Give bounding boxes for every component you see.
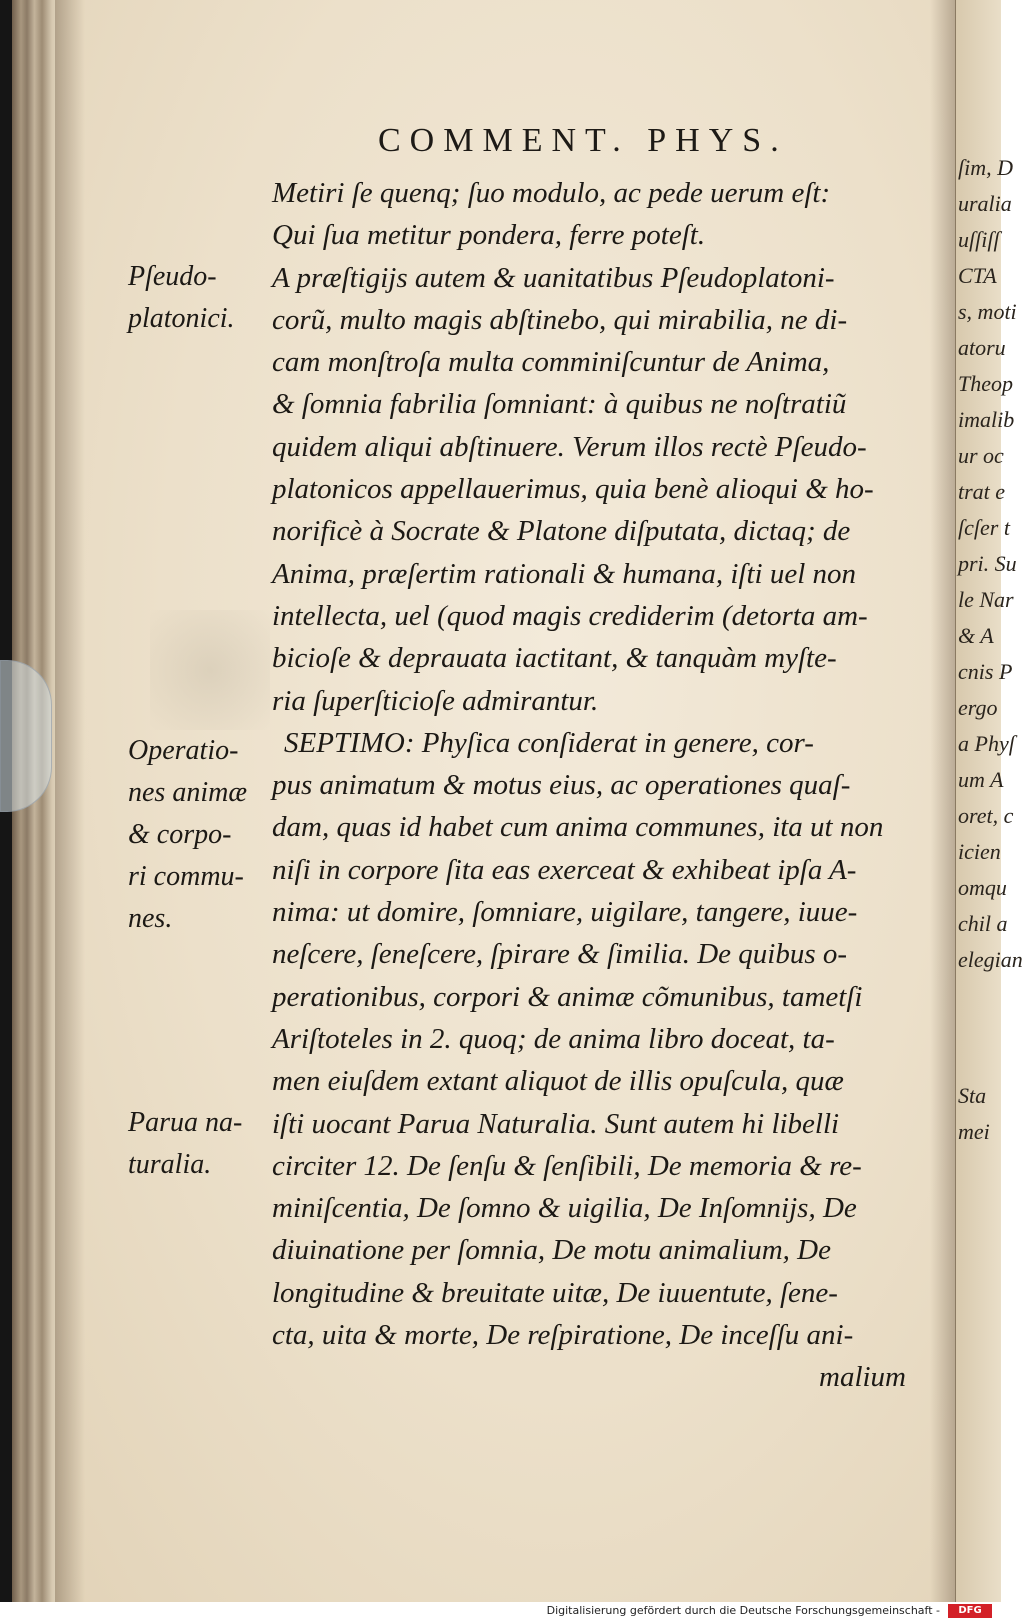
text-line: bicioſe & deprauata iactitant, & tanquàm myſte- — [272, 642, 837, 675]
text-line: ria ſuperſticioſe admirantur. — [272, 684, 599, 717]
text-line: SEPTIMO: Phyſica conſiderat in genere, cor- — [284, 726, 814, 759]
right-page-fragments — [958, 150, 1023, 1150]
right-fragment: imalib — [958, 407, 1015, 432]
text-line: longitudine & breuitate uitæ, De iuuentute, ſene- — [272, 1276, 838, 1309]
catchword: malium — [819, 1361, 906, 1394]
dfg-logo: DFG — [948, 1604, 992, 1618]
right-fragment: a Phyſ — [958, 731, 1015, 756]
text-line: miniſcentia, De ſomno & uigilia, De Inſomnijs, De — [272, 1192, 857, 1225]
right-fragment: s, moti — [958, 299, 1017, 324]
margin-note-operationes-5: nes. — [128, 903, 173, 934]
text-line: corũ, multo magis abſtinebo, qui mirabilia, ne di- — [272, 303, 848, 336]
right-fragment: Sta — [958, 1083, 987, 1108]
right-fragment: ſcſer t — [958, 515, 1010, 540]
margin-note-operationes-1: Operatio- — [128, 735, 239, 766]
right-fragment: mei — [958, 1119, 990, 1144]
body-text — [272, 172, 932, 1399]
right-fragment: oret, c — [958, 803, 1014, 828]
right-fragment: atoru — [958, 335, 1006, 360]
right-fragment: icien — [958, 839, 1001, 864]
right-fragment: Theop — [958, 371, 1013, 396]
text-line: A præſtigijs autem & uanitatibus Pſeudoplatoni- — [272, 261, 835, 294]
right-fragment: uſſiſſ — [958, 227, 1000, 252]
text-line: pus animatum & motus eius, ac operationes quaſ- — [272, 769, 851, 802]
right-gutter-shadow — [930, 0, 956, 1602]
text-line: cam monſtroſa multa comminiſcuntur de Anima, — [272, 346, 830, 379]
right-fragment: ur oc — [958, 443, 1004, 468]
text-line: men eiuſdem extant aliquot de illis opuſcula, quæ — [272, 1065, 844, 1098]
right-fragment: le Nar — [958, 587, 1014, 612]
text-line: dam, quas id habet cum anima communes, ita ut non — [272, 811, 884, 844]
text-line: & ſomnia fabrilia ſomniant: à quibus ne noſtratiũ — [272, 388, 847, 421]
right-fragment: ſim, D — [958, 155, 1013, 180]
text-line: nima: ut domire, ſomniare, uigilare, tangere, iuue- — [272, 896, 858, 929]
margin-note-parua-1: Parua na- — [128, 1107, 243, 1138]
right-fragment: elegian — [958, 947, 1023, 972]
page-clip — [0, 660, 52, 812]
margin-note-pseudoplatonici-2: platonici. — [128, 303, 235, 334]
right-fragment: pri. Su — [958, 551, 1017, 576]
footer-credit: Digitalisierung gefördert durch die Deutsche Forschungsgemeinschaft - — [546, 1604, 940, 1617]
right-fragment: ergo — [958, 695, 998, 720]
right-fragment: omqu — [958, 875, 1007, 900]
right-fragment: uralia — [958, 191, 1012, 216]
right-fragment: cnis P — [958, 659, 1013, 684]
gutter-shadow — [55, 0, 85, 1602]
text-line: intellecta, uel (quod magis crediderim (detorta am- — [272, 599, 868, 632]
footer-bar — [0, 1602, 1000, 1621]
text-line: platonicos appellauerimus, quia benè alioqui & ho- — [272, 473, 874, 506]
text-line: Metiri ſe quenq; ſuo modulo, ac pede uerum eſt: — [272, 177, 831, 209]
text-line: diuinatione per ſomnia, De motu animalium, De — [272, 1234, 832, 1267]
text-line: niſi in corpore ſita eas exerceat & exhibeat ipſa A- — [272, 853, 857, 886]
right-fragment: & A — [958, 623, 994, 648]
margin-note-operationes-3: & corpo- — [128, 819, 232, 850]
margin-note-parua-2: turalia. — [128, 1149, 212, 1180]
text-line: iſti uocant Parua Naturalia. Sunt autem hi libelli — [272, 1107, 840, 1140]
text-line: norificè à Socrate & Platone diſputata, dictaq; de — [272, 515, 851, 548]
margin-note-operationes-2: nes animæ — [128, 777, 247, 808]
text-line: neſcere, ſeneſcere, ſpirare & ſimilia. De quibus o- — [272, 938, 848, 971]
right-fragment: trat e — [958, 479, 1006, 504]
text-line: perationibus, corpori & animæ cõmunibus, tametſi — [272, 980, 863, 1013]
text-line: cta, uita & morte, De reſpiratione, De inceſſu ani- — [272, 1319, 854, 1352]
ink-bleed-stain — [150, 610, 270, 730]
right-fragment: CTA — [958, 263, 997, 288]
text-line: Anima, præſertim rationali & humana, iſti uel non — [272, 557, 857, 590]
right-fragment: chil a — [958, 911, 1008, 936]
text-line: Ariſtoteles in 2. quoq; de anima libro doceat, ta- — [272, 1022, 835, 1055]
text-line: circiter 12. De ſenſu & ſenſibili, De memoria & re- — [272, 1149, 862, 1182]
margin-note-pseudoplatonici-1: Pſeudo- — [128, 261, 217, 292]
text-line: Qui ſua metitur pondera, ferre poteſt. — [272, 219, 706, 252]
running-header: COMMENT. PHYS. — [378, 122, 788, 159]
text-line: quidem aliqui abſtinuere. Verum illos rectè Pſeudo- — [272, 430, 867, 463]
right-fragment: um A — [958, 767, 1004, 792]
margin-note-operationes-4: ri commu- — [128, 861, 244, 892]
